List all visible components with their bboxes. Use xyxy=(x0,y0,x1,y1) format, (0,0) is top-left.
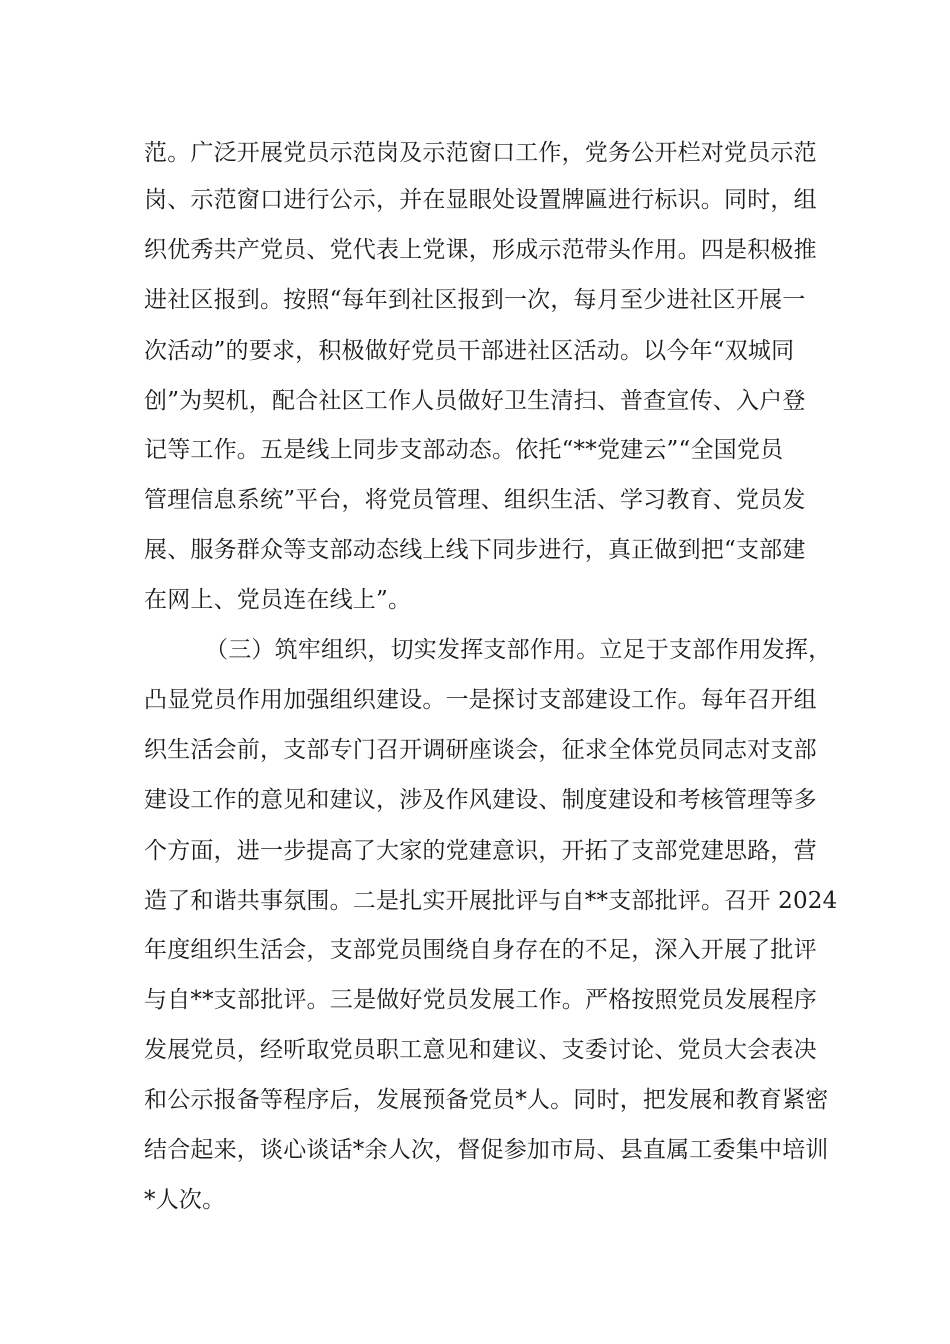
text-line: 建设工作的意见和建议，涉及作风建设、制度建设和考核管理等多 xyxy=(144,787,817,813)
text-line: 管理信息系统”平台，将党员管理、组织生活、学习教育、党员发 xyxy=(144,487,806,513)
text-line: 与自**支部批评。三是做好党员发展工作。严格按照党员发展程序 xyxy=(144,987,817,1013)
text-line: （三）筑牢组织，切实发挥支部作用。立足于支部作用发挥， xyxy=(205,637,832,663)
text-line: 凸显党员作用加强组织建设。一是探讨支部建设工作。每年召开组 xyxy=(144,687,817,713)
text-line: 岗、示范窗口进行公示，并在显眼处设置牌匾进行标识。同时，组 xyxy=(144,187,817,213)
text-line: 织生活会前，支部专门召开调研座谈会，征求全体党员同志对支部 xyxy=(144,737,817,763)
text-line: 展、服务群众等支部动态线上线下同步进行，真正做到把“支部建 xyxy=(144,537,806,563)
text-line: 进社区报到。按照“每年到社区报到一次，每月至少进社区开展一 xyxy=(144,287,806,313)
text-line: 范。广泛开展党员示范岗及示范窗口工作，党务公开栏对党员示范 xyxy=(144,140,817,166)
text-line: 次活动”的要求，积极做好党员干部进社区活动。以今年“双城同 xyxy=(144,338,795,364)
text-line: 结合起来，谈心谈话*余人次，督促参加市局、县直属工委集中培训 xyxy=(144,1137,829,1163)
text-line: 和公示报备等程序后，发展预备党员*人。同时，把发展和教育紧密 xyxy=(144,1087,829,1113)
text-line: 织优秀共产党员、党代表上党课，形成示范带头作用。四是积极推 xyxy=(144,237,817,263)
text-line: 年度组织生活会，支部党员围绕自身存在的不足，深入开展了批评 xyxy=(144,937,817,963)
text-line: 发展党员，经听取党员职工意见和建议、支委讨论、党员大会表决 xyxy=(144,1037,817,1063)
text-line: 创”为契机，配合社区工作人员做好卫生清扫、普查宣传、入户登 xyxy=(144,388,806,414)
text-line: 在网上、党员连在线上”。 xyxy=(144,587,412,613)
text-line: 记等工作。五是线上同步支部动态。依托“**党建云”“全国党员 xyxy=(144,437,784,463)
text-line: 造了和谐共事氛围。二是扎实开展批评与自**支部批评。召开 2024 xyxy=(144,888,838,914)
text-line: *人次。 xyxy=(144,1187,226,1213)
text-line: 个方面，进一步提高了大家的党建意识，开拓了支部党建思路，营 xyxy=(144,838,817,864)
